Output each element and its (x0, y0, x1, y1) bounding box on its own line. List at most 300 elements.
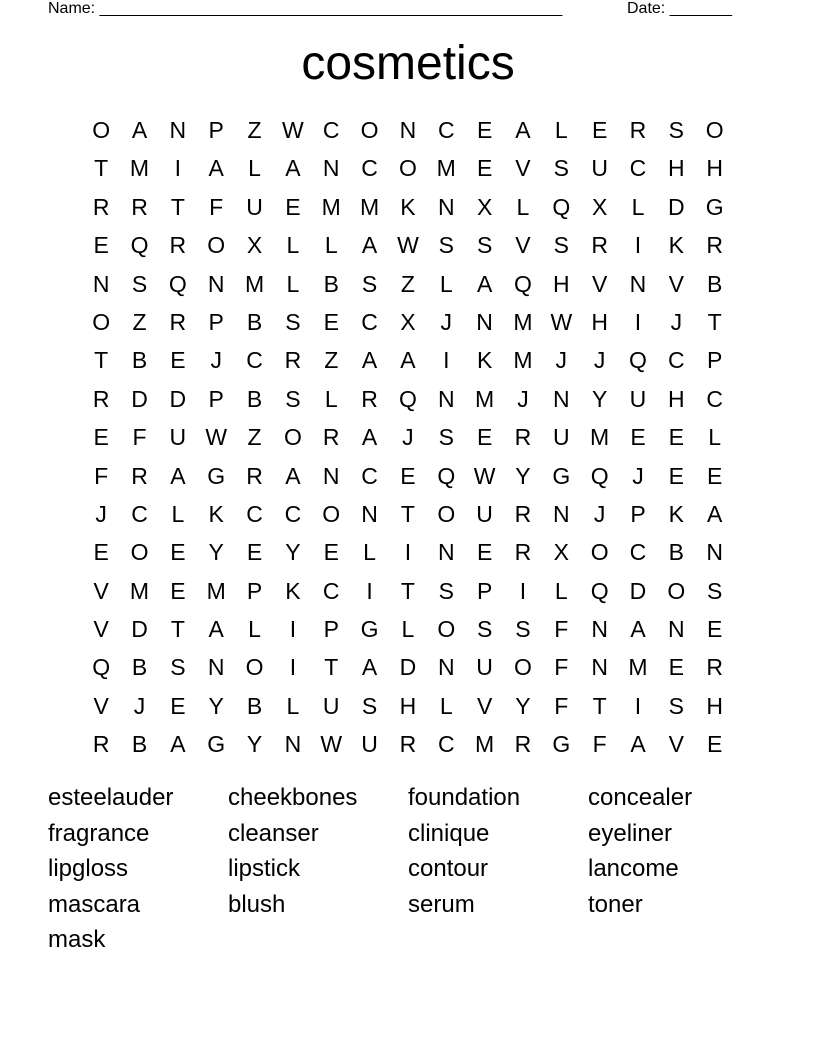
grid-letter: N (552, 385, 570, 412)
grid-row (82, 572, 734, 610)
grid-letter: N (169, 117, 187, 143)
grid-letter: S (361, 270, 378, 297)
grid-letter: H (668, 155, 685, 182)
grid-letter: E (476, 155, 493, 182)
grid-letter: N (437, 539, 455, 566)
grid-letter: E (323, 308, 339, 335)
grid-letter: U (552, 424, 570, 451)
grid-letter: S (668, 117, 684, 143)
grid-letter: R (706, 232, 723, 259)
grid-letter: R (131, 193, 148, 220)
word-list-item: eyeliner (588, 819, 673, 847)
word-list-item: lipgloss (48, 855, 129, 883)
grid-letter: R (514, 731, 532, 758)
grid-letter: Y (208, 692, 224, 719)
grid-letter: E (170, 692, 186, 719)
grid-letter: D (131, 616, 148, 643)
grid-letter: J (210, 347, 222, 374)
grid-letter: B (131, 731, 148, 758)
grid-letter: N (552, 500, 570, 527)
grid-letter: O (667, 577, 686, 604)
grid-letter: N (437, 385, 455, 412)
grid-letter: S (361, 692, 378, 719)
grid-letter: P (246, 577, 263, 604)
grid-letter: Q (437, 462, 456, 489)
letter-grid (82, 111, 734, 764)
grid-row (82, 495, 734, 533)
grid-letter: U (361, 731, 378, 758)
grid-letter: S (438, 424, 454, 451)
grid-letter: V (591, 270, 608, 297)
grid-letter: F (94, 462, 109, 489)
grid-letter: J (133, 692, 146, 719)
grid-row (82, 418, 734, 456)
grid-letter: A (285, 462, 301, 489)
grid-letter: X (476, 193, 493, 220)
word-list-item: serum (408, 890, 475, 918)
grid-letter: A (208, 155, 224, 182)
grid-letter: I (366, 577, 373, 604)
grid-letter: F (132, 424, 147, 451)
grid-letter: G (360, 616, 379, 643)
grid-letter: T (94, 155, 109, 182)
grid-letter: J (402, 424, 414, 451)
grid-letter: A (400, 347, 416, 374)
grid-letter: B (246, 692, 263, 719)
grid-letter: X (246, 232, 263, 259)
grid-letter: J (670, 308, 683, 335)
word-list-item: clinique (408, 819, 490, 847)
grid-row (82, 265, 734, 303)
grid-letter: V (668, 270, 684, 297)
grid-letter: B (323, 270, 339, 297)
grid-letter: L (554, 117, 568, 143)
grid-letter: L (286, 232, 300, 259)
grid-letter: Q (552, 193, 571, 220)
grid-letter: E (246, 539, 263, 566)
grid-row (82, 457, 734, 495)
grid-letter: Q (92, 654, 111, 681)
grid-row (82, 648, 734, 686)
grid-letter: U (246, 193, 263, 220)
grid-letter: L (631, 193, 645, 220)
grid-letter: B (246, 308, 263, 335)
grid-letter: F (592, 731, 607, 758)
grid-letter: E (476, 117, 493, 143)
grid-letter: E (93, 232, 109, 259)
grid-letter: E (400, 462, 416, 489)
grid-letter: G (207, 462, 226, 489)
grid-letter: M (628, 654, 648, 681)
grid-letter: W (205, 424, 228, 451)
grid-letter: Q (398, 385, 417, 412)
grid-letter: C (284, 500, 302, 527)
grid-letter: C (246, 500, 263, 527)
grid-letter: R (514, 539, 532, 566)
grid-letter: O (514, 654, 532, 681)
grid-letter: J (95, 500, 107, 527)
grid-letter: F (554, 654, 569, 681)
grid-letter: J (593, 347, 606, 374)
grid-letter: C (131, 500, 148, 527)
grid-letter: X (553, 539, 569, 566)
grid-letter: R (92, 731, 110, 758)
grid-letter: B (707, 270, 723, 297)
grid-row (82, 341, 734, 379)
grid-letter: L (708, 424, 722, 451)
grid-letter: O (437, 616, 456, 643)
grid-letter: M (359, 193, 380, 220)
grid-letter: W (397, 232, 419, 259)
grid-letter: E (707, 731, 723, 758)
grid-letter: Y (515, 692, 531, 719)
grid-letter: R (284, 347, 302, 374)
grid-letter: T (707, 308, 722, 335)
grid-letter: T (592, 692, 607, 719)
word-list-item: contour (408, 855, 489, 883)
grid-letter: T (400, 577, 415, 604)
grid-letter: A (208, 616, 224, 643)
grid-row (82, 687, 734, 725)
grid-letter: P (208, 308, 224, 335)
grid-letter: I (634, 232, 642, 259)
grid-letter: C (361, 155, 378, 182)
word-list-item: lipstick (228, 855, 301, 883)
grid-letter: J (593, 500, 606, 527)
grid-letter: N (706, 539, 723, 566)
grid-letter: B (131, 654, 148, 681)
grid-letter: Z (324, 347, 339, 374)
grid-letter: N (591, 616, 608, 643)
grid-letter: R (514, 500, 532, 527)
grid-letter: G (705, 193, 724, 220)
grid-letter: R (361, 385, 378, 412)
grid-row (82, 610, 734, 648)
grid-letter: M (475, 385, 495, 412)
word-list-item: cheekbones (228, 784, 358, 811)
grid-letter: R (131, 462, 148, 489)
grid-letter: O (283, 424, 302, 451)
grid-letter: R (92, 193, 110, 220)
grid-letter: V (515, 232, 531, 259)
grid-letter: V (93, 577, 109, 604)
grid-letter: A (630, 616, 646, 643)
grid-letter: Y (515, 462, 531, 489)
grid-letter: U (629, 385, 647, 412)
grid-letter: A (285, 155, 301, 182)
grid-letter: Q (590, 577, 609, 604)
grid-letter: L (324, 232, 338, 259)
grid-letter: N (361, 500, 378, 527)
word-list-item: mask (48, 926, 106, 954)
grid-letter: N (92, 270, 110, 297)
grid-letter: E (630, 424, 646, 451)
grid-letter: D (169, 385, 187, 412)
grid-letter: H (591, 308, 608, 335)
grid-letter: Z (247, 117, 262, 143)
grid-letter: S (515, 616, 531, 643)
grid-row (82, 111, 734, 149)
grid-letter: Z (132, 308, 147, 335)
word-list (48, 782, 768, 960)
grid-letter: Z (400, 270, 415, 297)
grid-letter: O (705, 117, 724, 143)
grid-letter: S (476, 232, 493, 259)
grid-letter: Q (168, 270, 187, 297)
grid-letter: E (668, 462, 684, 489)
grid-letter: P (630, 500, 646, 527)
grid-letter: K (208, 500, 224, 527)
page-title: cosmetics (301, 37, 515, 90)
grid-letter: S (707, 577, 723, 604)
word-list-item: blush (228, 890, 286, 918)
grid-row (82, 303, 734, 341)
grid-letter: E (170, 577, 186, 604)
grid-letter: K (400, 193, 416, 220)
grid-letter: D (131, 385, 148, 412)
grid-letter: E (476, 539, 493, 566)
grid-letter: S (285, 308, 301, 335)
grid-letter: R (169, 308, 187, 335)
grid-letter: N (207, 654, 225, 681)
grid-letter: W (320, 731, 343, 758)
grid-letter: L (516, 193, 530, 220)
grid-letter: I (634, 692, 642, 719)
grid-letter: K (668, 232, 684, 259)
grid-letter: T (170, 193, 185, 220)
grid-letter: F (554, 692, 569, 719)
word-list-item: foundation (408, 784, 521, 811)
grid-letter: Q (514, 270, 532, 297)
grid-letter: A (630, 731, 646, 758)
grid-letter: N (437, 654, 455, 681)
word-list-item: lancome (588, 855, 679, 883)
grid-letter: R (629, 117, 647, 143)
grid-letter: C (668, 347, 685, 374)
grid-letter: M (513, 308, 533, 335)
grid-letter: K (476, 347, 493, 374)
grid-letter: O (130, 539, 149, 566)
name-field-label: Name: ____________________________________________________ (48, 0, 563, 17)
grid-letter: W (473, 462, 496, 489)
grid-letter: E (668, 424, 684, 451)
grid-letter: N (322, 155, 340, 182)
grid-letter: L (439, 270, 453, 297)
word-list-item: toner (588, 890, 643, 918)
grid-letter: Q (629, 347, 647, 374)
grid-letter: X (400, 308, 416, 335)
date-field-label: Date: _______ (627, 0, 732, 17)
word-list-item: fragrance (48, 819, 150, 847)
grid-letter: U (591, 155, 608, 182)
grid-letter: M (206, 577, 226, 604)
grid-letter: S (285, 385, 301, 412)
grid-letter: C (706, 385, 723, 412)
grid-letter: M (244, 270, 265, 297)
grid-letter: S (553, 155, 569, 182)
grid-letter: V (515, 155, 531, 182)
grid-letter: S (553, 232, 569, 259)
grid-letter: C (246, 347, 263, 374)
grid-letter: J (440, 308, 453, 335)
grid-letter: G (207, 731, 226, 758)
grid-letter: L (286, 692, 300, 719)
grid-letter: A (361, 654, 378, 681)
grid-letter: I (634, 308, 642, 335)
grid-letter: H (668, 385, 685, 412)
grid-letter: C (437, 731, 455, 758)
grid-letter: M (436, 155, 456, 182)
grid-letter: A (361, 232, 378, 259)
grid-letter: T (170, 616, 185, 643)
grid-letter: C (361, 462, 378, 489)
grid-letter: A (131, 117, 148, 143)
grid-letter: I (289, 616, 297, 643)
grid-letter: R (169, 232, 187, 259)
grid-row (82, 533, 734, 571)
grid-letter: G (552, 462, 571, 489)
grid-letter: I (443, 347, 450, 374)
grid-letter: E (93, 424, 109, 451)
grid-letter: R (246, 462, 263, 489)
grid-letter: A (361, 347, 378, 374)
grid-letter: W (282, 117, 304, 143)
word-list-item: concealer (588, 784, 693, 811)
grid-row (82, 149, 734, 187)
grid-letter: L (401, 616, 415, 643)
grid-letter: O (245, 654, 264, 681)
grid-letter: V (93, 692, 109, 719)
grid-letter: N (668, 616, 685, 643)
grid-letter: P (208, 385, 224, 412)
grid-letter: T (94, 347, 109, 374)
grid-letter: A (476, 270, 493, 297)
grid-letter: E (93, 539, 109, 566)
grid-letter: S (170, 654, 186, 681)
grid-letter: B (131, 347, 148, 374)
grid-letter: Y (285, 539, 301, 566)
grid-letter: A (170, 731, 186, 758)
grid-letter: D (668, 193, 685, 220)
grid-letter: G (552, 731, 571, 758)
grid-letter: O (437, 500, 456, 527)
grid-letter: U (322, 692, 340, 719)
grid-letter: E (476, 424, 493, 451)
grid-letter: R (706, 654, 723, 681)
grid-letter: R (92, 385, 110, 412)
grid-letter: R (399, 731, 417, 758)
grid-letter: E (323, 539, 339, 566)
grid-letter: N (207, 270, 225, 297)
grid-letter: D (629, 577, 647, 604)
grid-letter: L (171, 500, 185, 527)
grid-letter: P (476, 577, 493, 604)
grid-letter: I (174, 155, 182, 182)
grid-letter: L (554, 577, 568, 604)
grid-letter: O (92, 308, 111, 335)
grid-letter: E (591, 117, 608, 143)
grid-letter: I (519, 577, 527, 604)
grid-letter: I (404, 539, 412, 566)
grid-letter: Q (590, 462, 609, 489)
grid-letter: E (668, 654, 684, 681)
grid-letter: F (554, 616, 569, 643)
grid-row (82, 380, 734, 418)
grid-letter: A (707, 500, 723, 527)
grid-letter: N (284, 731, 302, 758)
grid-letter: M (129, 577, 150, 604)
grid-letter: Y (246, 731, 263, 758)
grid-letter: N (629, 270, 647, 297)
grid-letter: O (360, 117, 379, 143)
grid-letter: C (322, 577, 340, 604)
grid-letter: S (476, 616, 493, 643)
grid-letter: K (285, 577, 301, 604)
grid-letter: N (476, 308, 493, 335)
grid-letter: L (439, 692, 453, 719)
grid-letter: N (437, 193, 455, 220)
grid-letter: A (170, 462, 186, 489)
grid-letter: E (170, 347, 186, 374)
grid-letter: M (321, 193, 341, 220)
grid-letter: V (93, 616, 109, 643)
grid-letter: J (555, 347, 568, 374)
grid-letter: P (208, 117, 224, 143)
grid-letter: C (437, 117, 455, 143)
grid-letter: H (399, 692, 417, 719)
grid-letter: R (514, 424, 532, 451)
grid-letter: R (322, 424, 340, 451)
grid-letter: M (513, 347, 533, 374)
grid-letter: S (131, 270, 148, 297)
grid-letter: S (668, 692, 684, 719)
word-list-item: esteelauder (48, 784, 174, 811)
grid-letter: J (632, 462, 644, 489)
grid-letter: C (629, 155, 647, 182)
grid-letter: H (706, 155, 723, 182)
grid-letter: Y (591, 385, 608, 412)
grid-letter: Q (130, 232, 149, 259)
grid-letter: N (322, 462, 340, 489)
grid-letter: Y (208, 539, 224, 566)
grid-letter: E (170, 539, 186, 566)
grid-letter: X (591, 193, 608, 220)
grid-letter: H (706, 692, 723, 719)
grid-letter: E (707, 462, 723, 489)
grid-letter: T (400, 500, 415, 527)
grid-letter: T (324, 654, 339, 681)
grid-letter: R (591, 232, 608, 259)
word-list-item: mascara (48, 890, 141, 918)
grid-letter: O (590, 539, 609, 566)
grid-letter: F (209, 193, 224, 220)
grid-letter: Z (247, 424, 262, 451)
grid-row (82, 725, 734, 763)
grid-row (82, 226, 734, 264)
grid-letter: B (246, 385, 263, 412)
grid-letter: L (286, 270, 300, 297)
grid-letter: E (285, 193, 301, 220)
grid-letter: P (323, 616, 339, 643)
grid-letter: C (322, 117, 340, 143)
grid-letter: O (398, 155, 417, 182)
grid-letter: W (550, 308, 573, 335)
grid-letter: O (322, 500, 341, 527)
grid-letter: M (129, 155, 150, 182)
grid-letter: D (399, 654, 417, 681)
grid-letter: A (361, 424, 378, 451)
grid-letter: N (591, 654, 608, 681)
